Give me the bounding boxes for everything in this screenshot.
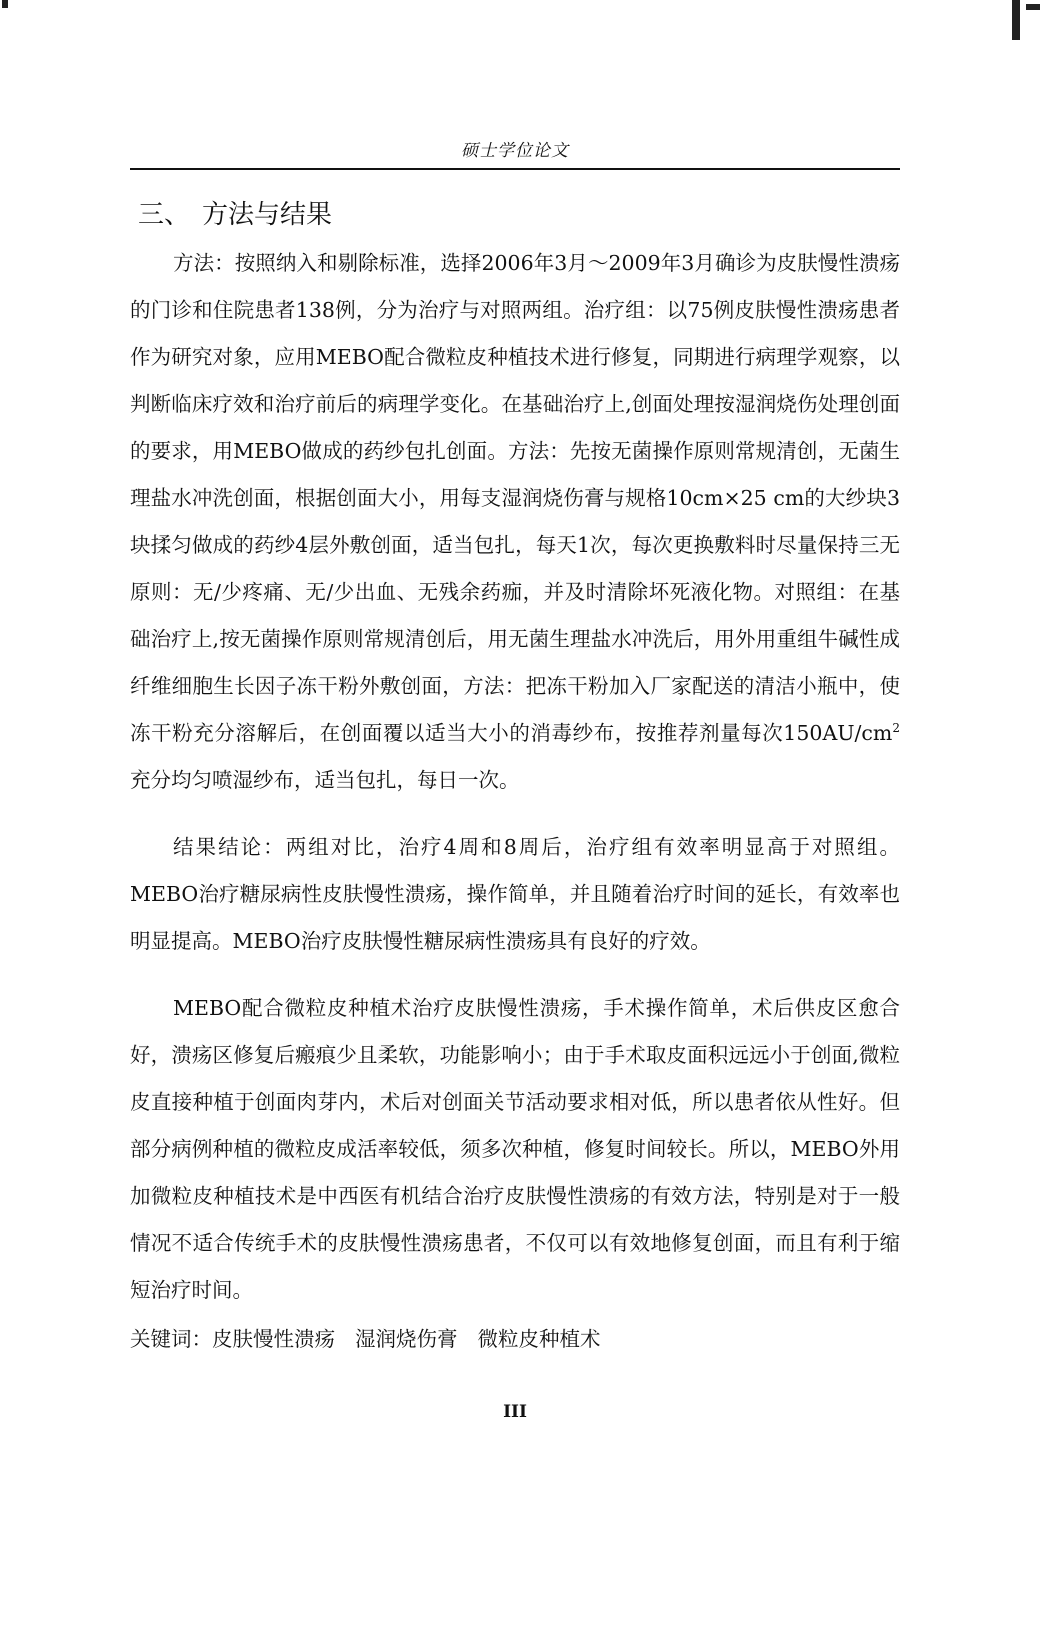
- keywords-line: [130, 1322, 900, 1352]
- scan-artifact: [1026, 4, 1040, 10]
- running-header: 硕士学位论文: [461, 141, 569, 161]
- results-paragraph: [130, 824, 900, 965]
- keyword: 湿润烧伤膏: [355, 1327, 458, 1351]
- superscript: 2: [892, 721, 900, 736]
- section-heading: [138, 194, 332, 231]
- page-number: III: [503, 1402, 527, 1422]
- scan-artifact: [2, 0, 8, 8]
- section-title: 方法与结果: [202, 200, 333, 230]
- methods-paragraph: [130, 240, 900, 804]
- scan-artifact: [1012, 0, 1020, 40]
- paragraph-lead: 方法：: [173, 251, 235, 275]
- paragraph-text: 两组对比，治疗4周和8周后，治疗组有效率明显高于对照组。MEBO治疗糖尿病性皮肤慢性溃疡，操作简单，并且随着治疗时间的延长，有效率也明显提高。MEBO治疗皮肤慢性糖尿病性溃疡具有良好的疗效。: [130, 835, 901, 953]
- header-rule: [130, 168, 900, 170]
- paragraph-text: 充分均匀喷湿纱布，适当包扎，每日一次。: [130, 768, 520, 792]
- body-text: [130, 240, 900, 1334]
- keyword: 皮肤慢性溃疡: [212, 1327, 335, 1351]
- paragraph-text: MEBO配合微粒皮种植术治疗皮肤慢性溃疡，手术操作简单，术后供皮区愈合好，溃疡区修复后瘢痕少且柔软，功能影响小；由于手术取皮面积远远小于创面,微粒皮直接种植于创面肉芽内，术后对创面关节活动要求相对低，所以患者依从性好。但部分病例种植的微粒皮成活率较低，须多次种植，修复时间较长。所以，MEBO外用加微粒皮种植技术是中西医有机结合治疗皮肤慢性溃疡的有效方法，特别是对于一般情况不适合传统手术的皮肤慢性溃疡患者，不仅可以有效地修复创面，而且有利于缩短治疗时间。: [130, 996, 900, 1302]
- keywords-label: 关键词：: [130, 1327, 212, 1351]
- section-number: 三、: [138, 200, 191, 230]
- discussion-paragraph: [130, 985, 900, 1314]
- keyword: 微粒皮种植术: [477, 1327, 601, 1351]
- paragraph-text: 按照纳入和剔除标准，选择2006年3月～2009年3月确诊为皮肤慢性溃疡的门诊和住院患者138例，分为治疗与对照两组。治疗组：以75例皮肤慢性溃疡患者作为研究对象，应用MEBO配合微粒皮种植技术进行修复，同期进行病理学观察，以判断临床疗效和治疗前后的病理学变化。在基础治疗上,创面处理按湿润烧伤处理创面的要求，用MEBO做成的药纱包扎创面。方法：先按无菌操作原则常规清创，无菌生理盐水冲洗创面，根据创面大小，用每支湿润烧伤膏与规格10cm×25 cm的大纱块3块揉匀做成的药纱4层外敷创面，适当包扎，每天1次，每次更换敷料时尽量保持三无原则：无/少疼痛、无/少出血、无残余药痂，并及时清除坏死液化物。对照组：在基础治疗上,按无菌操作原则常规清创后，用无菌生理盐水冲洗后，用外用重组牛碱性成纤维细胞生长因子冻干粉外敷创面，方法：把冻干粉加入厂家配送的清洁小瓶中，使冻干粉充分溶解后，在创面覆以适当大小的消毒纱布，按推荐剂量每次150AU/cm: [130, 251, 900, 745]
- paragraph-lead: 结果结论：: [173, 835, 286, 859]
